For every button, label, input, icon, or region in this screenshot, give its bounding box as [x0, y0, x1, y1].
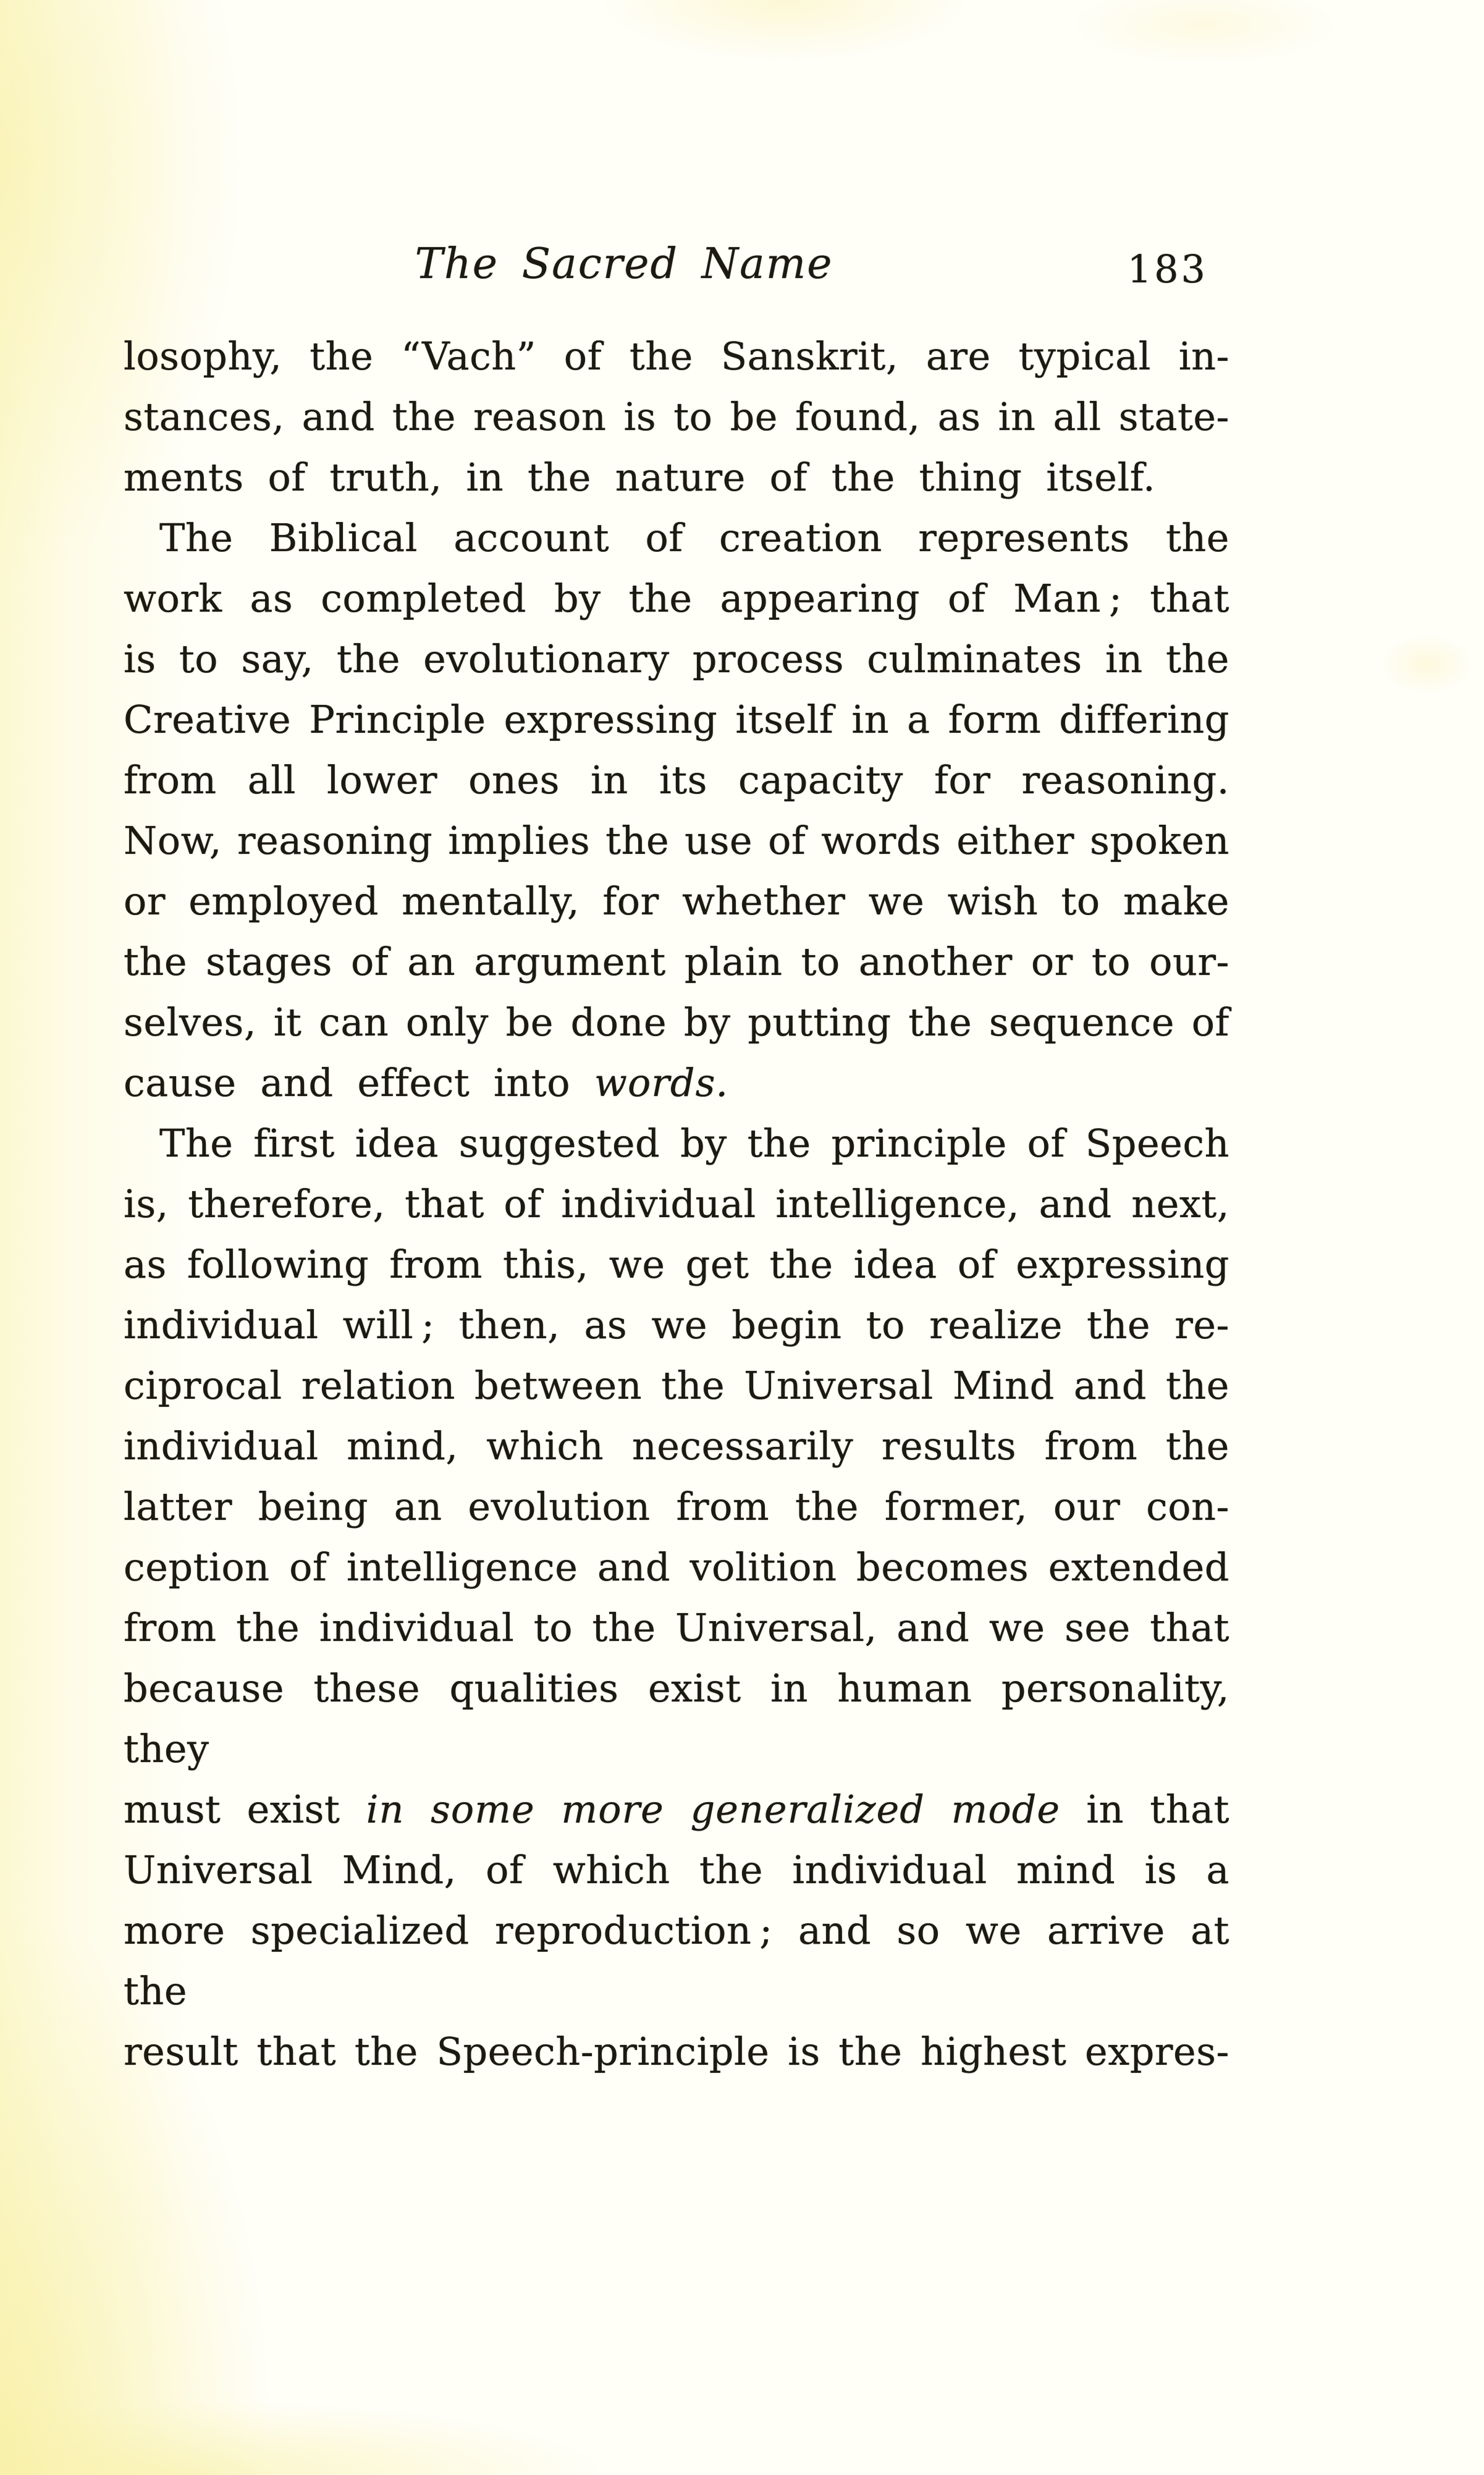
text-run: individual will ; then, as we begin to realize the re- — [124, 1302, 1229, 1347]
text-line — [124, 508, 1229, 568]
text-line — [124, 447, 1229, 508]
text-run: the stages of an argument plain to another or to our- — [124, 939, 1229, 984]
text-block — [124, 326, 1229, 2082]
text-run: ciprocal relation between the Universal Mind and the — [124, 1363, 1229, 1408]
text-line — [124, 1658, 1229, 1779]
text-line — [124, 1174, 1229, 1234]
text-line — [124, 568, 1229, 629]
text-run: is to say, the evolutionary process culminates in the — [124, 636, 1229, 681]
text-line — [124, 750, 1229, 811]
text-line — [124, 1900, 1229, 2022]
text-run: as following from this, we get the idea of expressing — [124, 1242, 1229, 1287]
text-run: latter being an evolution from the former, our con- — [124, 1484, 1229, 1529]
text-run: Universal Mind, of which the individual mind is a — [124, 1847, 1229, 1892]
text-line — [124, 1598, 1229, 1658]
text-run: from all lower ones in its capacity for reasoning. — [124, 757, 1229, 803]
italic-text-run: words. — [594, 1060, 729, 1105]
text-run: ception of intelligence and volition becomes extended — [124, 1545, 1229, 1590]
text-run: because these qualities exist in human personality, they — [124, 1666, 1229, 1771]
text-line — [124, 326, 1229, 387]
text-run: individual mind, which necessarily results from the — [124, 1423, 1229, 1469]
text-line — [124, 689, 1229, 750]
running-header — [0, 236, 1484, 304]
text-line — [124, 387, 1229, 447]
text-run: in that — [1060, 1787, 1230, 1832]
text-run: The first idea suggested by the principle of Speech — [159, 1121, 1229, 1166]
text-run: from the individual to the Universal, and we see that — [124, 1605, 1229, 1650]
text-run: cause and effect into — [124, 1060, 594, 1105]
text-line — [124, 1053, 1229, 1113]
text-run: must exist — [124, 1787, 366, 1832]
text-run: work as completed by the appearing of Man ; that — [124, 576, 1229, 621]
text-run: ments of truth, in the nature of the thing itself. — [124, 455, 1156, 500]
text-run: more specialized reproduction ; and so we arrive at the — [124, 1908, 1229, 2013]
page-title: The Sacred Name — [415, 240, 833, 289]
text-line — [124, 1234, 1229, 1295]
text-line — [124, 871, 1229, 932]
text-run: losophy, the “Vach” of the Sanskrit, are typical in- — [124, 334, 1229, 379]
italic-text-run: in some more generalized mode — [366, 1787, 1061, 1832]
text-line — [124, 1840, 1229, 1900]
text-run: or employed mentally, for whether we wish to make — [124, 879, 1229, 924]
text-line — [124, 932, 1229, 992]
text-line — [124, 1356, 1229, 1416]
text-line — [124, 1537, 1229, 1598]
text-run: selves, it can only be done by putting the sequence of — [124, 1000, 1229, 1045]
text-line — [124, 2022, 1229, 2082]
text-run: is, therefore, that of individual intelligence, and next, — [124, 1181, 1229, 1226]
text-line — [124, 629, 1229, 689]
text-run: The Biblical account of creation represents the — [159, 515, 1229, 560]
text-run: Now, reasoning implies the use of words either spoken — [124, 818, 1229, 863]
text-run: Creative Principle expressing itself in a form differing — [124, 697, 1229, 742]
text-line — [124, 992, 1229, 1053]
text-line — [124, 1295, 1229, 1356]
page-number: 183 — [1127, 247, 1208, 292]
text-run: stances, and the reason is to be found, as in all state- — [124, 394, 1229, 439]
text-line — [124, 1113, 1229, 1174]
text-line — [124, 1477, 1229, 1537]
text-run: result that the Speech-principle is the highest expres- — [124, 2029, 1229, 2074]
text-line — [124, 811, 1229, 871]
text-line — [124, 1779, 1229, 1840]
text-line — [124, 1416, 1229, 1477]
